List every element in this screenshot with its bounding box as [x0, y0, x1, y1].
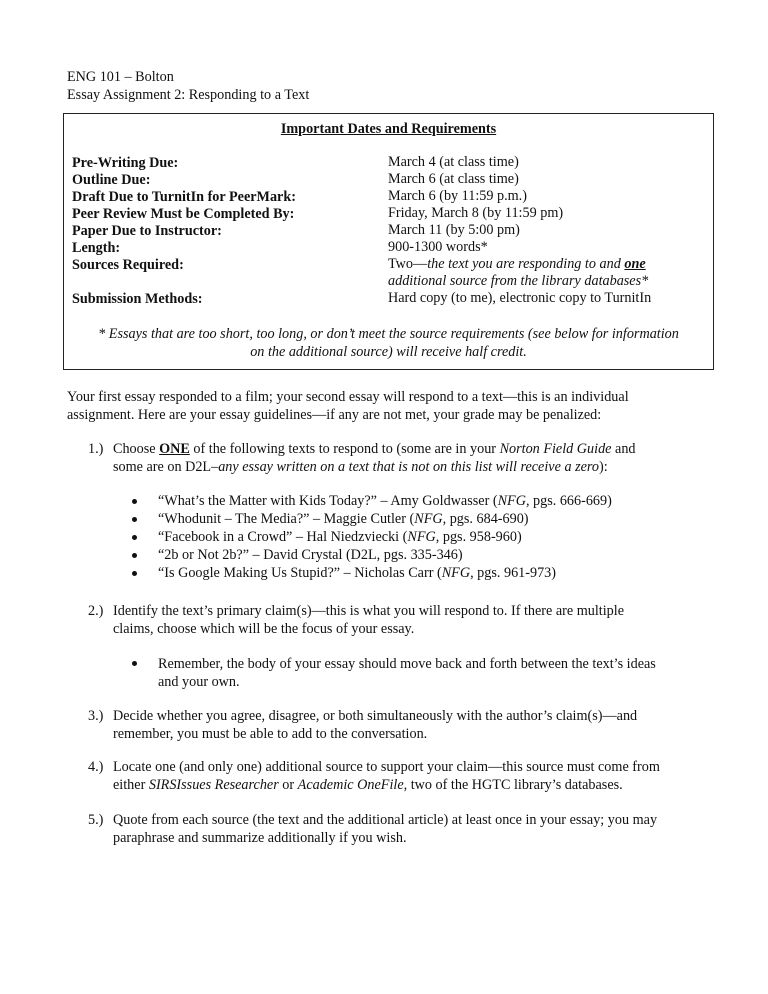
sources-line2-text: additional source from the library databases* — [388, 273, 649, 289]
step-5-number: 5.) — [88, 812, 104, 828]
note-line-1: * Essays that are too short, too long, or don’t meet the source requirements (see below for information — [98, 326, 679, 342]
requirements-title: Important Dates and Requirements — [280, 121, 497, 137]
text-option-title: “2b or Not 2b?” – David Crystal (D2L, pgs. 335-346) — [158, 547, 463, 563]
step-1-one: ONE — [159, 441, 190, 457]
req-label-outline: Outline Due: — [72, 172, 151, 188]
text-option-title: “Facebook in a Crowd” – Hal Niedzviecki ( — [158, 529, 408, 545]
text-option — [158, 564, 556, 582]
req-label-submission: Submission Methods: — [72, 291, 203, 307]
text-option-pages: , pgs. 958-960) — [435, 529, 522, 545]
text-option — [158, 510, 529, 528]
step-4-line2e: , two of the HGTC library’s databases. — [403, 777, 623, 793]
sources-one: one — [624, 256, 646, 272]
step-2-bullet-line-1: Remember, the body of your essay should move back and forth between the text’s ideas — [158, 656, 656, 672]
step-1-number: 1.) — [88, 441, 104, 457]
req-value-peer-review: Friday, March 8 (by 11:59 pm) — [388, 205, 564, 221]
req-label-length: Length: — [72, 240, 121, 256]
text-option-source: NFG — [407, 529, 436, 545]
step-1-line2a: some are on D2L– — [113, 459, 219, 475]
database-academic-onefile: Academic OneFile — [297, 777, 404, 793]
step-4-line-2 — [113, 776, 623, 794]
text-option — [158, 528, 522, 546]
step-2-bullet-line-2: and your own. — [158, 674, 240, 690]
intro-line-1: Your first essay responded to a film; your second essay will respond to a text—this is an individual — [67, 389, 629, 405]
req-label-peer-review: Peer Review Must be Completed By: — [72, 206, 295, 222]
note-line-2: on the additional source) will receive half credit. — [250, 344, 527, 360]
text-option-pages: , pgs. 684-690) — [442, 511, 529, 527]
step-4-line-1: Locate one (and only one) additional source to support your claim—this source must come from — [113, 759, 660, 775]
text-option-pages: , pgs. 961-973) — [470, 565, 556, 581]
step-4-line2a: either — [113, 777, 149, 793]
req-value-sources-line2 — [388, 273, 648, 290]
text-option-source: NFG — [497, 493, 526, 509]
step-1-line-1 — [113, 440, 636, 458]
req-value-prewriting: March 4 (at class time) — [388, 154, 519, 170]
text-option-title: “Is Google Making Us Stupid?” – Nicholas Carr ( — [158, 565, 442, 581]
bullet-icon — [132, 553, 137, 558]
step-1-text-e: and — [611, 441, 636, 457]
req-label-paper-due: Paper Due to Instructor: — [72, 223, 222, 239]
text-option — [158, 546, 463, 564]
req-value-draft: March 6 (by 11:59 p.m.) — [388, 188, 527, 204]
text-option-title: “Whodunit – The Media?” – Maggie Cutler ( — [158, 511, 415, 527]
bullet-icon — [132, 517, 137, 522]
step-3-number: 3.) — [88, 708, 104, 724]
intro-line-2: assignment. Here are your essay guidelines—if any are not met, your grade may be penalized: — [67, 407, 602, 423]
text-option-pages: , pgs. 666-669) — [525, 493, 612, 509]
step-1-line2c: ): — [599, 459, 608, 475]
database-sirsissues: SIRSIssues Researcher — [148, 777, 279, 793]
text-option — [158, 492, 612, 510]
text-option-source: NFG — [414, 511, 443, 527]
bullet-icon — [132, 535, 137, 540]
req-value-paper-due: March 11 (by 5:00 pm) — [388, 222, 520, 238]
req-value-sources — [388, 256, 646, 273]
step-1-line2b: any essay written on a text that is not on this list will receive a zero — [218, 459, 599, 475]
text-option-title: “What’s the Matter with Kids Today?” – Amy Goldwasser ( — [158, 493, 498, 509]
step-5-line-2: paraphrase and summarize additionally if you wish. — [113, 830, 407, 846]
step-4-number: 4.) — [88, 759, 104, 775]
req-value-outline: March 6 (at class time) — [388, 171, 519, 187]
step-2-number: 2.) — [88, 603, 104, 619]
step-1-line-2 — [113, 458, 608, 476]
step-4-line2c: or — [278, 777, 298, 793]
req-value-submission: Hard copy (to me), electronic copy to TurnitIn — [388, 290, 652, 306]
step-5-line-1: Quote from each source (the text and the additional article) at least once in your essay; you may — [113, 812, 658, 828]
assignment-title: Essay Assignment 2: Responding to a Text — [67, 87, 310, 103]
req-value-length: 900-1300 words* — [388, 239, 488, 255]
step-1-text-a: Choose — [113, 441, 160, 457]
bullet-icon — [132, 571, 137, 576]
req-label-sources: Sources Required: — [72, 257, 184, 273]
requirements-box — [63, 113, 714, 370]
step-2-line-2: claims, choose which will be the focus of your essay. — [113, 621, 415, 637]
step-3-line-1: Decide whether you agree, disagree, or both simultaneously with the author’s claim(s)—and — [113, 708, 638, 724]
course-header: ENG 101 – Bolton — [67, 69, 174, 85]
bullet-icon — [132, 499, 137, 504]
bullet-icon — [132, 661, 137, 666]
step-3-line-2: remember, you must be able to add to the conversation. — [113, 726, 428, 742]
sources-prefix: Two— — [388, 256, 428, 272]
norton-field-guide: Norton Field Guide — [499, 441, 612, 457]
text-option-source: NFG — [441, 565, 471, 581]
step-1-text-c: of the following texts to respond to (some are in your — [189, 441, 500, 457]
req-label-prewriting: Pre-Writing Due: — [72, 155, 179, 171]
sources-italic: the text you are responding to and — [427, 256, 625, 272]
step-2-line-1: Identify the text’s primary claim(s)—this is what you will respond to. If there are multiple — [113, 603, 625, 619]
req-label-draft: Draft Due to TurnitIn for PeerMark: — [72, 189, 296, 205]
